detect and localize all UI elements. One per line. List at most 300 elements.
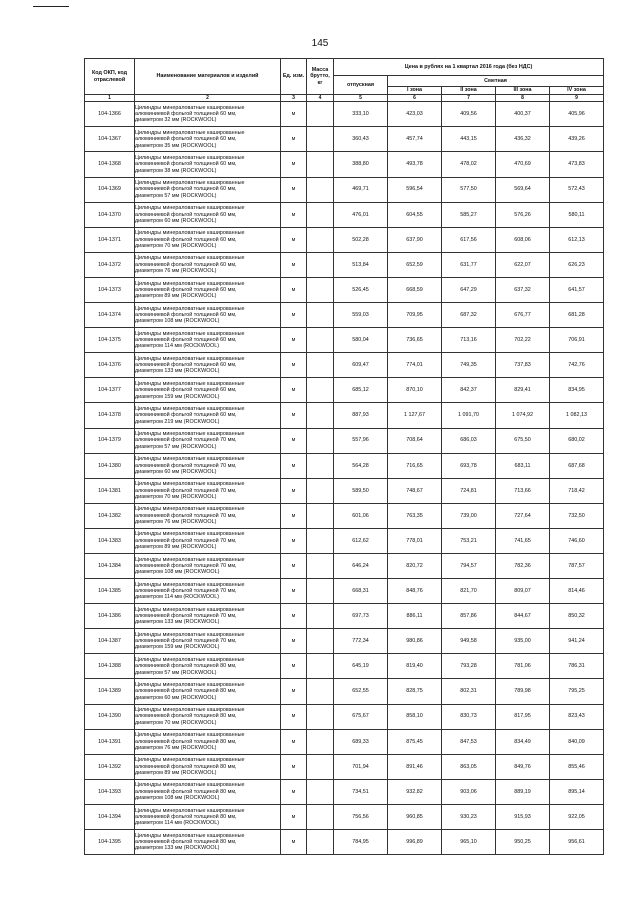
item-price-zone-3: 622,07 [496,252,550,277]
item-price-zone-2: 802,31 [442,679,496,704]
item-price-zone-3: 781,06 [496,654,550,679]
item-code: 104-1379 [85,428,135,453]
item-name [135,604,281,629]
table-row [85,428,604,453]
item-name-text: Цилиндры минераловатные кашированные алюминиевой фольгой толщиной 70 мм, диаметром 70 мм (ROCKWOOL) [135,481,245,500]
item-price-zone-1: 423,03 [388,102,442,127]
item-unit: м [281,127,307,152]
item-price-zone-4: 786,31 [550,654,604,679]
item-mass [307,779,334,804]
item-price-zone-3: 849,76 [496,754,550,779]
header-zone-4: IV зона [550,87,604,95]
item-price-zone-1: 716,65 [388,453,442,478]
item-unit: м [281,303,307,328]
table-row [85,303,604,328]
table-row [85,252,604,277]
item-price-zone-3: 834,49 [496,729,550,754]
item-mass [307,629,334,654]
item-price-zone-1: 652,59 [388,252,442,277]
item-mass [307,654,334,679]
item-mass [307,403,334,428]
item-code: 104-1366 [85,102,135,127]
item-name-text: Цилиндры минераловатные кашированные алюминиевой фольгой толщиной 70 мм, диаметром 133 мм (ROCKWOOL) [135,606,245,626]
item-code: 104-1377 [85,378,135,403]
column-number: 4 [307,95,334,102]
item-mass [307,830,334,855]
item-unit: м [281,729,307,754]
item-unit: м [281,679,307,704]
item-mass [307,202,334,227]
table-row [85,754,604,779]
item-price-zone-3: 400,37 [496,102,550,127]
item-price-zone-3: 702,22 [496,328,550,353]
item-price-zone-4: 687,68 [550,453,604,478]
price-table [84,58,604,855]
item-price-zone-4: 787,57 [550,553,604,578]
item-code: 104-1393 [85,779,135,804]
item-release-price: 668,31 [334,579,388,604]
item-code: 104-1392 [85,754,135,779]
item-code: 104-1380 [85,453,135,478]
item-release-price: 652,55 [334,679,388,704]
item-name-text: Цилиндры минераловатные кашированные алюминиевой фольгой толщиной 80 мм, диаметром 76 мм (ROCKWOOL) [135,732,245,751]
item-name-text: Цилиндры минераловатные кашированные алюминиевой фольгой толщиной 70 мм, диаметром 108 мм (ROCKWOOL) [135,556,245,576]
item-release-price: 645,19 [334,654,388,679]
item-name [135,102,281,127]
header-code: Код ОКП, код отраслевой [85,59,135,95]
item-unit: м [281,453,307,478]
item-name-text: Цилиндры минераловатные кашированные алюминиевой фольгой толщиной 60 мм, диаметром 32 мм (ROCKWOOL) [135,104,245,124]
item-name [135,503,281,528]
table-row [85,704,604,729]
table-row [85,328,604,353]
item-unit: м [281,528,307,553]
item-price-zone-4: 732,50 [550,503,604,528]
item-price-zone-2: 793,28 [442,654,496,679]
item-price-zone-1: 960,85 [388,804,442,829]
item-price-zone-4: 834,95 [550,378,604,403]
item-name [135,403,281,428]
item-name-text: Цилиндры минераловатные кашированные алюминиевой фольгой толщиной 80 мм, диаметром 108 мм (ROCKWOOL) [135,782,245,802]
item-name [135,804,281,829]
item-price-zone-2: 443,15 [442,127,496,152]
item-price-zone-3: 713,66 [496,478,550,503]
item-mass [307,453,334,478]
table-row [85,579,604,604]
item-code: 104-1372 [85,252,135,277]
table-row [85,227,604,252]
item-code: 104-1381 [85,478,135,503]
column-number-row [85,95,604,102]
item-unit: м [281,227,307,252]
item-name [135,202,281,227]
item-price-zone-1: 736,65 [388,328,442,353]
item-release-price: 360,43 [334,127,388,152]
item-mass [307,227,334,252]
item-release-price: 609,47 [334,353,388,378]
item-price-zone-2: 693,78 [442,453,496,478]
item-name [135,679,281,704]
item-code: 104-1373 [85,277,135,302]
table-row [85,503,604,528]
item-unit: м [281,629,307,654]
item-name [135,553,281,578]
item-code: 104-1384 [85,553,135,578]
item-price-zone-1: 668,59 [388,277,442,302]
item-name [135,277,281,302]
item-name [135,378,281,403]
item-price-zone-2: 821,70 [442,579,496,604]
item-price-zone-2: 753,21 [442,528,496,553]
item-price-zone-2: 724,81 [442,478,496,503]
item-unit: м [281,804,307,829]
item-mass [307,127,334,152]
item-price-zone-3: 737,83 [496,353,550,378]
item-unit: м [281,503,307,528]
item-release-price: 646,24 [334,553,388,578]
item-price-zone-3: 436,32 [496,127,550,152]
item-price-zone-2: 1 091,70 [442,403,496,428]
item-price-zone-4: 706,91 [550,328,604,353]
item-unit: м [281,754,307,779]
item-mass [307,277,334,302]
table-row [85,453,604,478]
item-price-zone-3: 576,26 [496,202,550,227]
item-price-zone-1: 637,90 [388,227,442,252]
item-name [135,453,281,478]
item-price-zone-2: 830,73 [442,704,496,729]
item-price-zone-2: 409,56 [442,102,496,127]
item-price-zone-2: 930,23 [442,804,496,829]
item-unit: м [281,202,307,227]
table-row [85,177,604,202]
header-price-group: Цена в рублях на 1 квартал 2016 года (без НДС) [334,59,604,76]
item-mass [307,428,334,453]
item-price-zone-1: 1 127,67 [388,403,442,428]
item-name [135,152,281,177]
item-price-zone-4: 895,14 [550,779,604,804]
column-number: 8 [496,95,550,102]
item-name [135,478,281,503]
item-name-text: Цилиндры минераловатные кашированные алюминиевой фольгой толщиной 70 мм, диаметром 57 мм (ROCKWOOL) [135,431,245,450]
header-zone-2: II зона [442,87,496,95]
item-price-zone-3: 782,36 [496,553,550,578]
item-name-text: Цилиндры минераловатные кашированные алюминиевой фольгой толщиной 70 мм, диаметром 60 мм (ROCKWOOL) [135,456,245,475]
column-number: 3 [281,95,307,102]
item-price-zone-4: 680,02 [550,428,604,453]
table-row [85,553,604,578]
item-price-zone-1: 708,64 [388,428,442,453]
item-name [135,629,281,654]
item-mass [307,553,334,578]
table-row [85,830,604,855]
item-release-price: 887,93 [334,403,388,428]
table-row [85,604,604,629]
item-price-zone-1: 891,46 [388,754,442,779]
item-mass [307,579,334,604]
item-price-zone-4: 742,76 [550,353,604,378]
item-name-text: Цилиндры минераловатные кашированные алюминиевой фольгой толщиной 80 мм, диаметром 89 мм (ROCKWOOL) [135,757,245,776]
item-price-zone-3: 727,64 [496,503,550,528]
item-name-text: Цилиндры минераловатные кашированные алюминиевой фольгой толщиной 70 мм, диаметром 114 мм (ROCKWOOL) [135,581,245,601]
item-release-price: 675,67 [334,704,388,729]
item-price-zone-3: 844,67 [496,604,550,629]
item-release-price: 701,94 [334,754,388,779]
item-price-zone-4: 612,13 [550,227,604,252]
item-code: 104-1375 [85,328,135,353]
item-release-price: 580,04 [334,328,388,353]
item-price-zone-4: 823,43 [550,704,604,729]
item-code: 104-1390 [85,704,135,729]
item-code: 104-1391 [85,729,135,754]
item-unit: м [281,277,307,302]
item-price-zone-2: 794,57 [442,553,496,578]
column-number: 9 [550,95,604,102]
table-row [85,779,604,804]
item-code: 104-1395 [85,830,135,855]
item-name [135,127,281,152]
item-name-text: Цилиндры минераловатные кашированные алюминиевой фольгой толщиной 60 мм, диаметром 108 мм (ROCKWOOL) [135,305,245,325]
item-price-zone-2: 739,00 [442,503,496,528]
item-name [135,654,281,679]
item-name-text: Цилиндры минераловатные кашированные алюминиевой фольгой толщиной 60 мм, диаметром 219 мм (ROCKWOOL) [135,406,245,425]
item-price-zone-4: 922,05 [550,804,604,829]
item-price-zone-1: 748,67 [388,478,442,503]
item-name-text: Цилиндры минераловатные кашированные алюминиевой фольгой толщиной 70 мм, диаметром 76 мм (ROCKWOOL) [135,506,245,525]
item-price-zone-3: 950,25 [496,830,550,855]
item-price-zone-1: 493,78 [388,152,442,177]
item-price-zone-3: 569,64 [496,177,550,202]
item-name-text: Цилиндры минераловатные кашированные алюминиевой фольгой толщиной 60 мм, диаметром 60 мм (ROCKWOOL) [135,205,245,224]
item-mass [307,528,334,553]
item-name [135,528,281,553]
item-release-price: 333,10 [334,102,388,127]
item-price-zone-1: 870,10 [388,378,442,403]
table-row [85,729,604,754]
item-price-zone-4: 956,61 [550,830,604,855]
item-name-text: Цилиндры минераловатные кашированные алюминиевой фольгой толщиной 60 мм, диаметром 35 мм (ROCKWOOL) [135,129,245,149]
table-row [85,378,604,403]
item-price-zone-3: 889,19 [496,779,550,804]
table-row [85,478,604,503]
item-code: 104-1369 [85,177,135,202]
item-mass [307,804,334,829]
item-mass [307,303,334,328]
item-name [135,754,281,779]
table-row [85,679,604,704]
item-release-price: 564,28 [334,453,388,478]
item-price-zone-2: 749,35 [442,353,496,378]
item-code: 104-1368 [85,152,135,177]
item-name [135,227,281,252]
item-price-zone-2: 617,56 [442,227,496,252]
item-name [135,779,281,804]
header-mass: Масса брутто, кг [307,59,334,95]
item-price-zone-1: 709,95 [388,303,442,328]
item-unit: м [281,378,307,403]
item-release-price: 388,80 [334,152,388,177]
item-name-text: Цилиндры минераловатные кашированные алюминиевой фольгой толщиной 60 мм, диаметром 133 мм (ROCKWOOL) [135,355,245,375]
item-price-zone-2: 687,32 [442,303,496,328]
column-number: 7 [442,95,496,102]
item-unit: м [281,328,307,353]
item-release-price: 685,12 [334,378,388,403]
item-mass [307,478,334,503]
item-price-zone-1: 828,75 [388,679,442,704]
item-name [135,704,281,729]
item-price-zone-1: 848,76 [388,579,442,604]
item-unit: м [281,403,307,428]
table-row [85,152,604,177]
item-release-price: 469,71 [334,177,388,202]
item-mass [307,729,334,754]
item-price-zone-2: 857,86 [442,604,496,629]
item-price-zone-3: 676,77 [496,303,550,328]
item-release-price: 526,45 [334,277,388,302]
item-unit: м [281,604,307,629]
item-price-zone-1: 996,89 [388,830,442,855]
column-number: 5 [334,95,388,102]
item-price-zone-3: 817,95 [496,704,550,729]
item-price-zone-4: 626,23 [550,252,604,277]
item-price-zone-2: 842,37 [442,378,496,403]
item-price-zone-1: 774,01 [388,353,442,378]
item-price-zone-4: 473,83 [550,152,604,177]
item-release-price: 557,96 [334,428,388,453]
table-body [85,102,604,855]
header-unit: Ед. изм. [281,59,307,95]
item-price-zone-4: 850,32 [550,604,604,629]
table-row [85,202,604,227]
item-name-text: Цилиндры минераловатные кашированные алюминиевой фольгой толщиной 80 мм, диаметром 133 мм (ROCKWOOL) [135,832,245,852]
item-unit: м [281,779,307,804]
item-price-zone-3: 608,06 [496,227,550,252]
item-release-price: 612,62 [334,528,388,553]
item-code: 104-1385 [85,579,135,604]
item-name-text: Цилиндры минераловатные кашированные алюминиевой фольгой толщиной 60 мм, диаметром 114 мм (ROCKWOOL) [135,330,245,350]
item-code: 104-1387 [85,629,135,654]
item-name-text: Цилиндры минераловатные кашированные алюминиевой фольгой толщиной 60 мм, диаметром 89 мм (ROCKWOOL) [135,280,245,300]
item-price-zone-3: 637,32 [496,277,550,302]
page-number: 145 [311,38,329,49]
item-price-zone-3: 675,50 [496,428,550,453]
item-code: 104-1394 [85,804,135,829]
item-mass [307,503,334,528]
item-code: 104-1376 [85,353,135,378]
item-price-zone-4: 580,11 [550,202,604,227]
item-mass [307,252,334,277]
item-name-text: Цилиндры минераловатные кашированные алюминиевой фольгой толщиной 80 мм, диаметром 60 мм (ROCKWOOL) [135,682,245,701]
item-code: 104-1378 [85,403,135,428]
item-code: 104-1389 [85,679,135,704]
item-price-zone-2: 577,50 [442,177,496,202]
item-name-text: Цилиндры минераловатные кашированные алюминиевой фольгой толщиной 80 мм, диаметром 114 мм (ROCKWOOL) [135,807,245,827]
item-name-text: Цилиндры минераловатные кашированные алюминиевой фольгой толщиной 70 мм, диаметром 89 мм (ROCKWOOL) [135,531,245,551]
item-unit: м [281,177,307,202]
item-release-price: 697,73 [334,604,388,629]
item-name-text: Цилиндры минераловатные кашированные алюминиевой фольгой толщиной 60 мм, диаметром 76 мм (ROCKWOOL) [135,255,245,275]
header-zone-3: III зона [496,87,550,95]
item-unit: м [281,102,307,127]
item-mass [307,604,334,629]
item-name [135,729,281,754]
item-code: 104-1367 [85,127,135,152]
item-price-zone-2: 647,29 [442,277,496,302]
item-price-zone-3: 809,07 [496,579,550,604]
item-name-text: Цилиндры минераловатные кашированные алюминиевой фольгой толщиной 70 мм, диаметром 159 мм (ROCKWOOL) [135,631,245,651]
item-price-zone-3: 1 074,92 [496,403,550,428]
item-unit: м [281,152,307,177]
item-price-zone-1: 980,86 [388,629,442,654]
item-price-zone-3: 470,69 [496,152,550,177]
item-name [135,428,281,453]
item-price-zone-2: 585,27 [442,202,496,227]
item-code: 104-1388 [85,654,135,679]
item-mass [307,704,334,729]
item-release-price: 734,51 [334,779,388,804]
item-price-zone-1: 457,74 [388,127,442,152]
item-unit: м [281,654,307,679]
item-mass [307,378,334,403]
item-price-zone-2: 863,05 [442,754,496,779]
item-price-zone-1: 596,54 [388,177,442,202]
item-price-zone-2: 631,77 [442,252,496,277]
item-name [135,252,281,277]
item-release-price: 689,33 [334,729,388,754]
header-name: Наименование материалов и изделий [135,59,281,95]
table-row [85,528,604,553]
item-price-zone-1: 932,82 [388,779,442,804]
item-price-zone-4: 572,43 [550,177,604,202]
item-price-zone-4: 855,46 [550,754,604,779]
item-price-zone-4: 941,24 [550,629,604,654]
item-price-zone-2: 847,53 [442,729,496,754]
item-unit: м [281,704,307,729]
item-price-zone-3: 741,65 [496,528,550,553]
item-release-price: 772,34 [334,629,388,654]
item-code: 104-1374 [85,303,135,328]
column-number: 6 [388,95,442,102]
item-release-price: 601,06 [334,503,388,528]
table-header [85,59,604,102]
item-release-price: 502,28 [334,227,388,252]
item-mass [307,102,334,127]
item-price-zone-1: 886,11 [388,604,442,629]
item-name [135,579,281,604]
item-code: 104-1386 [85,604,135,629]
item-code: 104-1371 [85,227,135,252]
item-price-zone-3: 683,11 [496,453,550,478]
item-name-text: Цилиндры минераловатные кашированные алюминиевой фольгой толщиной 80 мм, диаметром 70 мм (ROCKWOOL) [135,707,245,726]
item-price-zone-1: 819,40 [388,654,442,679]
item-price-zone-3: 789,98 [496,679,550,704]
item-price-zone-4: 641,57 [550,277,604,302]
item-price-zone-3: 935,00 [496,629,550,654]
item-name-text: Цилиндры минераловатные кашированные алюминиевой фольгой толщиной 60 мм, диаметром 70 мм (ROCKWOOL) [135,230,245,249]
item-unit: м [281,428,307,453]
item-mass [307,353,334,378]
item-price-zone-4: 840,09 [550,729,604,754]
column-number: 2 [135,95,281,102]
table-row [85,277,604,302]
item-price-zone-1: 763,35 [388,503,442,528]
table-row [85,804,604,829]
item-price-zone-1: 604,55 [388,202,442,227]
item-price-zone-1: 778,01 [388,528,442,553]
item-price-zone-2: 949,58 [442,629,496,654]
column-number: 1 [85,95,135,102]
item-release-price: 513,84 [334,252,388,277]
